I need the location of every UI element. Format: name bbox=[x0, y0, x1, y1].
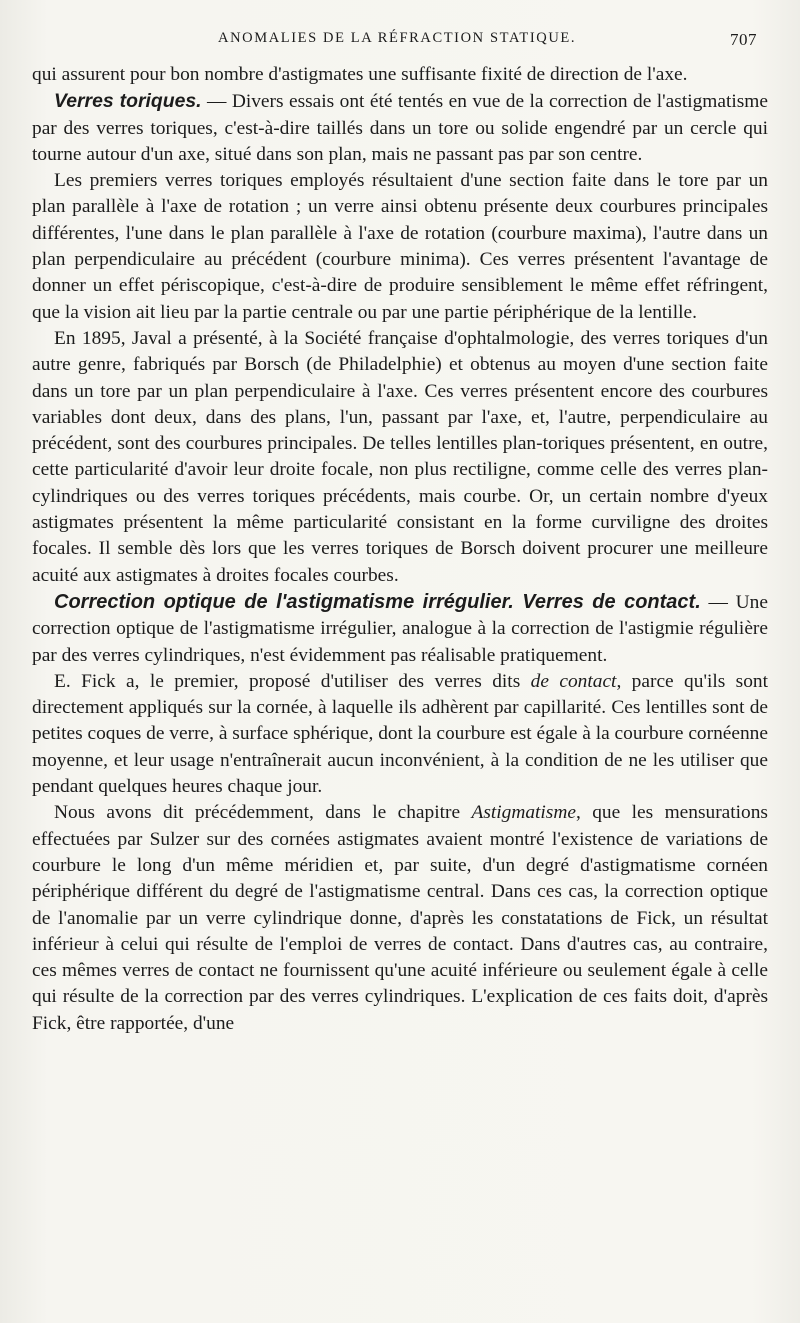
paragraph-text: E. Fick a, le premier, proposé d'utiliser des verres dits bbox=[54, 670, 531, 692]
paragraph-text: Les premiers verres toriques employés résultaient d'une section faite dans le tore par un plan parallèle à l'axe de rotation ; un verre ainsi obtenu présente deux courbures principales différentes, l'une dans le plan parallèle à l'axe de rotation (courbure maxima), l'autre dans un plan perpendiculaire au précédent (courbure minima). Ces verres présentent l'avantage de donner un effet périscopique, c'est-à-dire de produire sensiblement le même effet réfringent, que la vision ait lieu par la partie centrale ou par une partie périphérique de la lentille. bbox=[32, 170, 768, 323]
paragraph-text: , que les mensurations effectuées par Sulzer sur des cornées astigmates avaient montré l'existence de variations de courbure le long d'un même méridien et, par suite, d'un degré d'astigmatisme cornéen périphérique différent du degré de l'astigmatisme central. Dans ces cas, la correction optique de l'anomalie par un verre cylindrique donne, d'après les constatations de Fick, un résultat inférieur à celui qui résulte de l'emploi de verres de contact. Dans d'autres cas, au contraire, ces mêmes verres de contact ne fournissent qu'une acuité inférieure ou seulement égale à celle qui résulte de la correction par des verres cylindriques. L'explication de ces faits doit, d'après Fick, être rapportée, d'une bbox=[32, 802, 768, 1034]
paragraph-text: , parce qu'ils sont directement appliqués sur la cornée, à laquelle ils adhèrent par capillarité. Ces lentilles sont de petites coques de verre, à surface sphérique, dont la courbure est égale à la courbure cornéenne moyenne, et leur usage n'entraînerait aucun inconvénient, à la condition de ne les utiliser que pendant quelques heures chaque jour. bbox=[32, 670, 768, 798]
paragraph-text: — Une correction optique de l'astigmatisme irrégulier, analogue à la correction de l'astigmie régulière par des verres cylindriques, n'est évidemment pas réalisable pratiquement. bbox=[32, 591, 768, 666]
italic-chapter-title: Astigmatisme bbox=[471, 802, 576, 824]
running-head: ANOMALIES DE LA RÉFRACTION STATIQUE. bbox=[218, 30, 577, 46]
paragraph-javal-1895 bbox=[32, 326, 768, 589]
paragraph-premiers-verres bbox=[32, 168, 768, 326]
page-number: 707 bbox=[730, 30, 757, 49]
section-heading-verres-toriques: Verres toriques. bbox=[54, 90, 202, 113]
paragraph-text: qui assurent pour bon nombre d'astigmates une suffisante fixité de direction de l'axe. bbox=[32, 64, 688, 85]
paragraph-verres-toriques bbox=[32, 88, 768, 168]
paragraph-correction-optique bbox=[32, 589, 768, 669]
body-text bbox=[32, 62, 768, 1037]
paragraph-fick bbox=[32, 669, 768, 800]
section-heading-correction-optique: Correction optique de l'astigmatisme irrégulier. Verres de contact. bbox=[54, 590, 701, 613]
paragraph-continuation bbox=[32, 62, 768, 88]
paragraph-sulzer bbox=[32, 800, 768, 1037]
paragraph-text: En 1895, Javal a présenté, à la Société française d'ophtalmologie, des verres toriques d'un autre genre, fabriqués par Borsch (de Philadelphie) et obtenus au moyen d'une section faite dans un tore par un plan perpendiculaire à l'axe. Ces verres présentent encore des courbures variables dont deux, dans des plans, l'un, passant par l'axe, et, l'autre, perpendiculaire au précédent, sont des courbures principales. De telles lentilles plan-toriques présentent, en outre, cette particularité d'avoir leur droite focale, non plus rectiligne, comme celle des verres plan-cylindriques ou des verres toriques précédents, mais courbe. Or, un certain nombre d'yeux astigmates présentent la même particularité consistant en la forme curviligne des droites focales. Il semble dès lors que les verres toriques de Borsch doivent procurer une meilleure acuité aux astigmates à droites focales courbes. bbox=[32, 327, 768, 586]
page-header bbox=[0, 30, 800, 52]
paragraph-text: Nous avons dit précédemment, dans le chapitre bbox=[54, 802, 472, 824]
paragraph-text: — Divers essais ont été tentés en vue de la correction de l'astigmatisme par des verres toriques, c'est-à-dire taillés dans un tore ou solide engendré par un cercle qui tourne autour d'un axe, situé dans son plan, mais ne passant pas par son centre. bbox=[32, 91, 768, 165]
italic-term: de contact bbox=[530, 670, 617, 692]
